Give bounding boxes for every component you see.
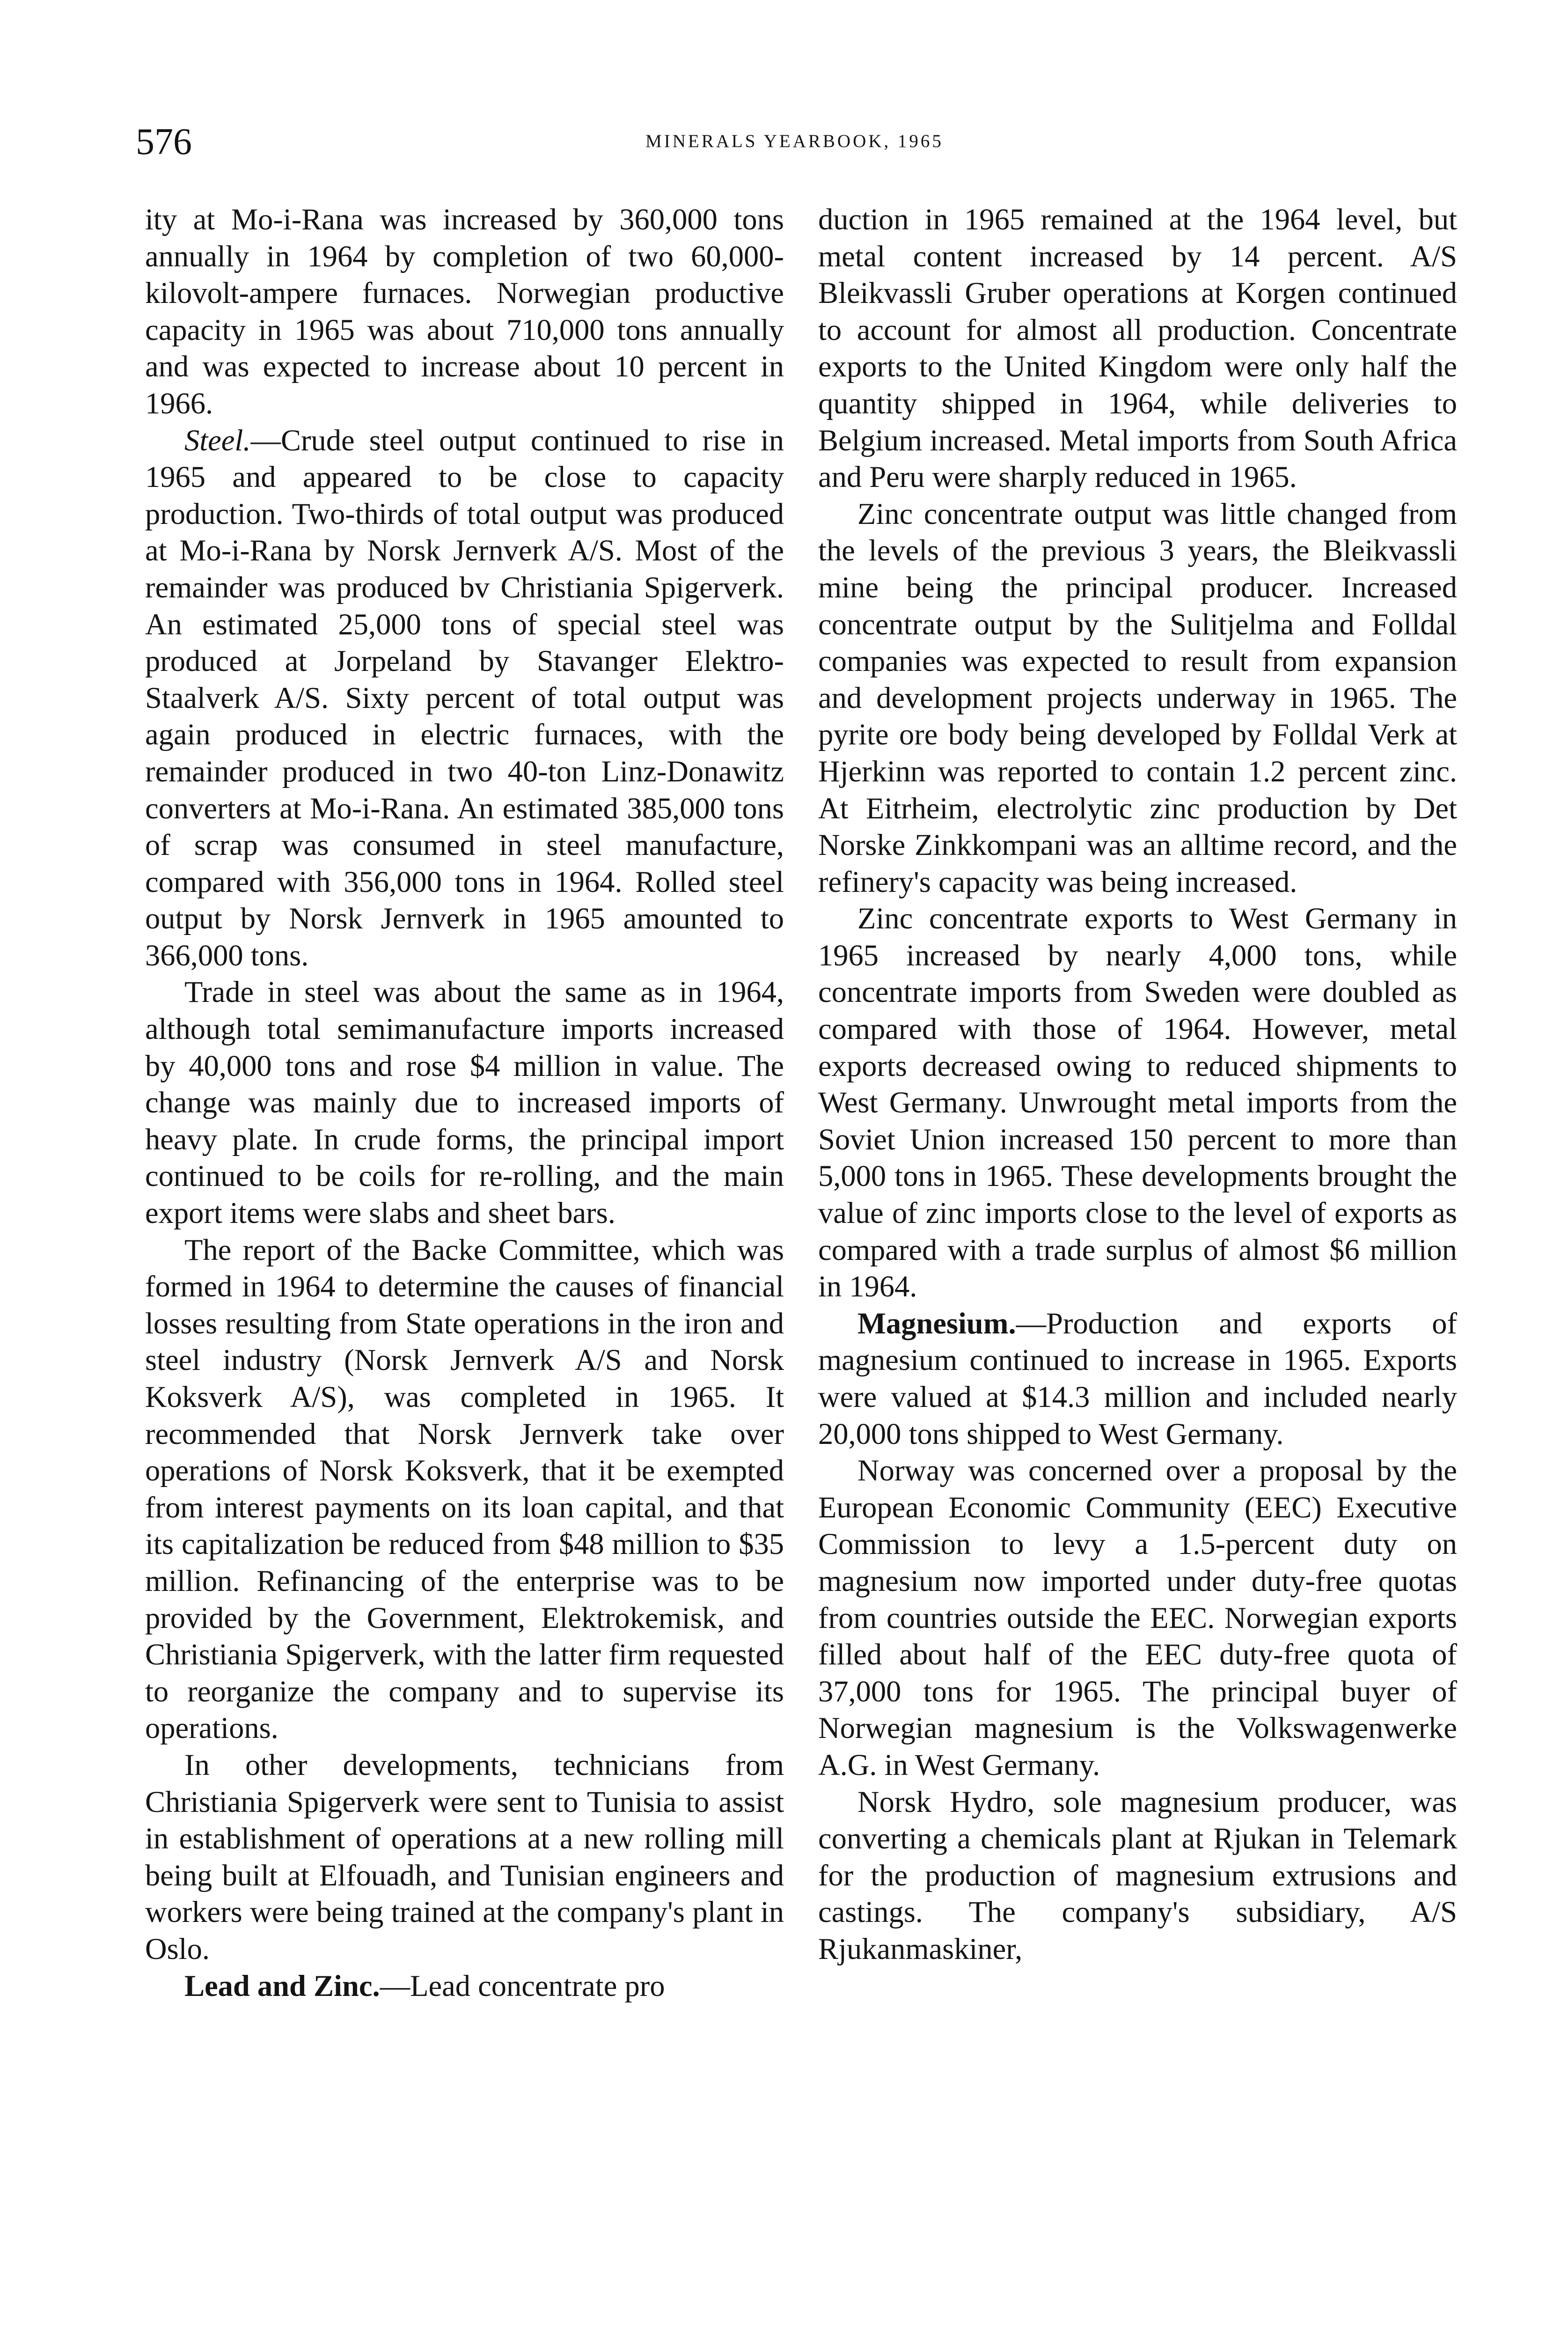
paragraph-steel-trade: Trade in steel was about the same as in 1964, although total semimanufacture imports increased by 40,000 tons and rose $4 million in value. The change was mainly due to increased imports of heavy plate. In crude forms, the principal import continued to be coils for re-rolling, and the main export items were slabs and sheet bars. — [145, 975, 784, 1230]
section-heading-lead-zinc: Lead and Zinc. — [184, 1969, 380, 2002]
section-heading-magnesium: Magnesium. — [857, 1306, 1016, 1340]
page-header — [136, 121, 1453, 163]
paragraph-zinc-concentrate: Zinc concentrate output was little changed from the levels of the previous 3 years, the Bleikvassli mine being the principal producer. Increased concentrate output by the Sulitjelma and Folldal companies was expected to result from expansion and development projects underway in 1965. The pyrite ore body being developed by Folldal Verk at Hjerkinn was reported to contain 1.2 percent zinc. At Eitrheim, electrolytic zinc production by Det Norske Zinkkompani was an alltime record, and the refinery's capacity was being increased. — [818, 497, 1457, 898]
left-column — [145, 201, 784, 2004]
paragraph-tunisia: In other developments, technicians from Christiania Spigerverk were sent to Tunisia to assist in establishment of operations at a new rolling mill being built at Elfouadh, and Tunisian engineers and workers were being trained at the company's plant in Oslo. — [145, 1748, 784, 1966]
right-column — [818, 201, 1457, 1968]
paragraph-magnesium-text: —Production and exports of magnesium continued to increase in 1965. Exports were valued at $14.3 million and included nearly 20,000 tons shipped to West Germany. — [818, 1306, 1457, 1450]
page-number: 576 — [136, 121, 192, 162]
running-head: MINERALS YEARBOOK, 1965 — [645, 131, 944, 151]
paragraph-lead-zinc-text: —Lead concentrate pro — [380, 1969, 665, 2002]
paragraph-backe-committee: The report of the Backe Committee, which was formed in 1964 to determine the causes of financial losses resulting from State operations in the iron and steel industry (Norsk Jernverk A/S and Norsk Koksverk A/S), was completed in 1965. It recommended that Norsk Jernverk take over operations of Norsk Koksverk, that it be exempted from interest payments on its loan capital, and that its capitalization be reduced from $48 million to $35 million. Refinancing of the enterprise was to be provided by the Government, Elektrokemisk, and Christiania Spigerverk, with the latter firm requested to reorganize the company and to supervise its operations. — [145, 1233, 784, 1745]
paragraph-lead-zinc — [145, 1968, 784, 2005]
paragraph-eec-proposal: Norway was concerned over a proposal by the European Economic Community (EEC) Executive Commission to levy a 1.5-percent duty on magnesium now imported under duty-free quotas from countries outside the EEC. Norwegian exports filled about half of the EEC duty-free quota of 37,000 tons for 1965. The principal buyer of Norwegian magnesium is the Volkswagenwerke A.G. in West Germany. — [818, 1454, 1457, 1782]
paragraph-norsk-hydro: Norsk Hydro, sole magnesium producer, was converting a chemicals plant at Rjukan in Telemark for the production of magnesium extrusions and castings. The company's subsidiary, A/S Rjukanmaskiner, — [818, 1785, 1457, 1966]
paragraph-lead-continued: duction in 1965 remained at the 1964 level, but metal content increased by 14 percent. A/S Bleikvassli Gruber operations at Korgen continued to account for almost all production. Concentrate exports to the United Kingdom were only half the quantity shipped in 1964, while deliveries to Belgium increased. Metal imports from South Africa and Peru were sharply reduced in 1965. — [818, 203, 1457, 494]
paragraph-steel — [145, 422, 784, 974]
section-heading-steel: Steel. — [184, 423, 251, 457]
paragraph-steel-capacity-continued: ity at Mo-i-Rana was increased by 360,000 tons annually in 1964 by completion of two 60,000-kilovolt-ampere furnaces. Norwegian productive capacity in 1965 was about 710,000 tons annually and was expected to increase about 10 percent in 1966. — [145, 203, 784, 420]
paragraph-zinc-trade: Zinc concentrate exports to West Germany in 1965 increased by nearly 4,000 tons, while concentrate imports from Sweden were doubled as compared with those of 1964. However, metal exports decreased owing to reduced shipments to West Germany. Unwrought metal imports from the Soviet Union increased 150 percent to more than 5,000 tons in 1965. These developments brought the value of zinc imports close to the level of exports as compared with a trade surplus of almost $6 million in 1964. — [818, 902, 1457, 1303]
paragraph-magnesium — [818, 1305, 1457, 1452]
paragraph-steel-text: —Crude steel output continued to rise in 1965 and appeared to be close to capacity production. Two-thirds of total output was produced at Mo-i-Rana by Norsk Jernverk A/S. Most of the remainder was produced bv Christiania Spigerverk. An estimated 25,000 tons of special steel was produced at Jorpeland by Stavanger Elektro-Staalverk A/S. Sixty percent of total output was again produced in electric furnaces, with the remainder produced in two 40-ton Linz-Donawitz converters at Mo-i-Rana. An estimated 385,000 tons of scrap was consumed in steel manufacture, compared with 356,000 tons in 1964. Rolled steel output by Norsk Jernverk in 1965 amounted to 366,000 tons. — [145, 423, 784, 972]
